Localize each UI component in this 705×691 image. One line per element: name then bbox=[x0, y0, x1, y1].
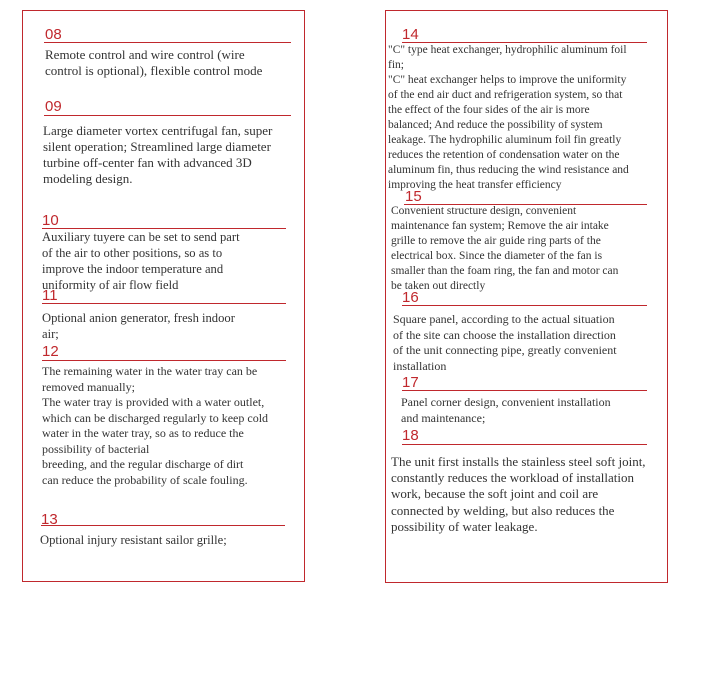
section-number-08: 08 bbox=[45, 26, 62, 43]
section-number-11: 11 bbox=[42, 287, 58, 304]
section-text-09: Large diameter vortex centrifugal fan, super silent operation; Streamlined large diameter turbine off-center fan with advanced 3D modeling design. bbox=[43, 123, 273, 186]
section-text-18: The unit first installs the stainless steel soft joint, constantly reduces the workload of installation work, because the soft joint and coil are connected by welding, but also reduces the possibility of water leakage. bbox=[391, 454, 646, 534]
section-text-14: "C" type heat exchanger, hydrophilic aluminum foil fin; "C" heat exchanger helps to improve the uniformity of the end air duct and refrigeration system, so that the effect of the four sides of the air is more balanced; And reduce the possibility of system leakage. The hydrophilic aluminum foil fin greatly reduces the retention of condensation water on the aluminum fin, thus reducing the wind resistance and improving the heat transfer efficiency bbox=[388, 44, 629, 191]
section-number-12: 12 bbox=[42, 343, 59, 360]
section-divider bbox=[42, 360, 286, 361]
section-divider bbox=[402, 444, 647, 445]
section-number-18: 18 bbox=[402, 427, 419, 444]
section-number-15: 15 bbox=[405, 188, 422, 205]
section-divider bbox=[44, 115, 291, 116]
section-divider bbox=[41, 525, 285, 526]
section-text-12: The remaining water in the water tray can be removed manually; The water tray is provided with a water outlet, which can be discharged regularly to keep cold water in the water tray, so as to reduce the possibility of bacterial breeding, and the regular discharge of dirt can reduce the probability of scale fouling. bbox=[42, 364, 269, 487]
section-text-08: Remote control and wire control (wire control is optional), flexible control mode bbox=[45, 47, 263, 78]
section-number-13: 13 bbox=[41, 511, 58, 528]
section-divider bbox=[42, 303, 286, 304]
section-number-17: 17 bbox=[402, 374, 419, 391]
section-number-10: 10 bbox=[42, 212, 59, 229]
section-text-15: Convenient structure design, convenient maintenance fan system; Remove the air intake grille to remove the air guide ring parts of the electrical box. Since the diameter of the fan is smaller than the foam ring, the fan and motor can be taken out directly bbox=[391, 205, 619, 292]
section-text-10: Auxiliary tuyere can be set to send part of the air to other positions, so as to improve the indoor temperature and uniformity of air flow field bbox=[42, 230, 240, 292]
section-number-14: 14 bbox=[402, 26, 419, 43]
section-text-11: Optional anion generator, fresh indoor air; bbox=[42, 311, 235, 341]
section-text-16: Square panel, according to the actual situation of the site can choose the installation direction of the unit connecting pipe, greatly convenient installation bbox=[393, 312, 617, 373]
section-number-09: 09 bbox=[45, 98, 62, 115]
section-number-16: 16 bbox=[402, 289, 419, 306]
section-text-17: Panel corner design, convenient installation and maintenance; bbox=[401, 395, 611, 425]
section-text-13: Optional injury resistant sailor grille; bbox=[40, 533, 227, 547]
left-feature-panel bbox=[22, 10, 305, 582]
section-divider bbox=[44, 42, 291, 43]
section-divider bbox=[402, 390, 647, 391]
section-divider bbox=[402, 305, 647, 306]
